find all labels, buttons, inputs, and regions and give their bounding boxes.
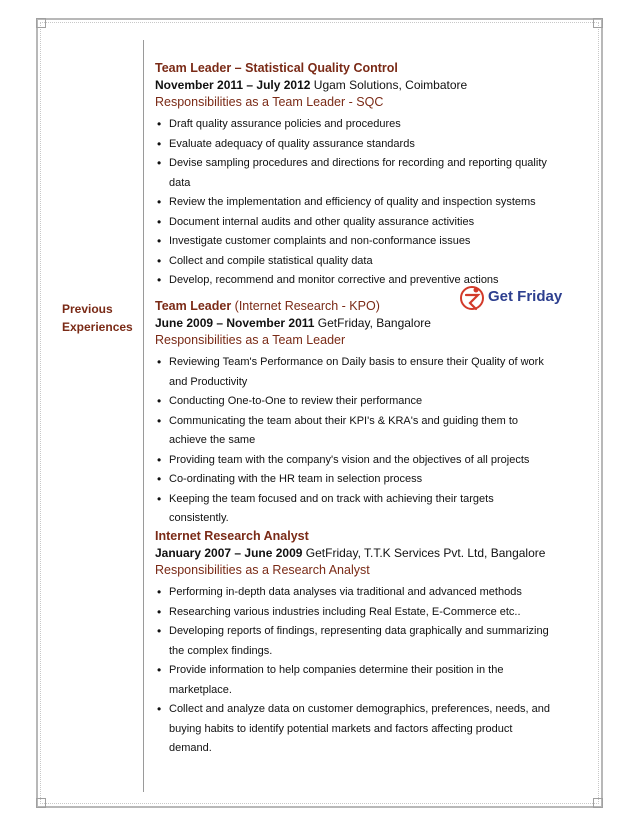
responsibilities-heading: Responsibilities as a Team Leader - SQC [155, 95, 384, 109]
job-title: Team Leader – Statistical Quality Control [155, 61, 398, 75]
list-item: • Performing in-depth data analyses via traditional and advanced methods [155, 583, 555, 603]
corner-ornament [36, 798, 46, 808]
list-item: • Developing reports of findings, representing data graphically and summarizing the complex findings. [155, 622, 555, 661]
list-item: • Collect and analyze data on customer demographics, preferences, needs, and buying habits to identify potential markets and factors affecting product demand. [155, 700, 555, 759]
list-item: • Reviewing Team's Performance on Daily basis to ensure their Quality of work and Productivity [155, 353, 555, 392]
job-period: January 2007 – June 2009 GetFriday, T.T.K Services Pvt. Ltd, Bangalore [155, 546, 546, 560]
list-item: • Keeping the team focused and on track with achieving their targets consistently. [155, 490, 555, 529]
list-item: • Communicating the team about their KPI's & KRA's and guiding them to achieve the same [155, 412, 555, 451]
logo-text: Get Friday [488, 288, 563, 305]
list-item: • Review the implementation and efficiency of quality and inspection systems [155, 193, 555, 213]
list-item: • Co-ordinating with the HR team in selection process [155, 470, 555, 490]
list-item: • Devise sampling procedures and directions for recording and reporting quality data [155, 154, 555, 193]
list-item: • Investigate customer complaints and non-conformance issues [155, 232, 555, 252]
corner-ornament [36, 18, 46, 28]
corner-ornament [593, 798, 603, 808]
list-item: • Collect and compile statistical quality data [155, 252, 555, 272]
list-item: • Researching various industries including Real Estate, E-Commerce etc.. [155, 603, 555, 623]
list-item: • Evaluate adequacy of quality assurance standards [155, 135, 555, 155]
job-entry-sqc [155, 60, 555, 291]
job-period: June 2009 – November 2011 GetFriday, Bangalore [155, 316, 431, 330]
responsibilities-heading: Responsibilities as a Research Analyst [155, 563, 370, 577]
list-item: • Providing team with the company's vision and the objectives of all projects [155, 451, 555, 471]
job-period: November 2011 – July 2012 Ugam Solutions, Coimbatore [155, 78, 468, 92]
list-item: • Document internal audits and other quality assurance activities [155, 213, 555, 233]
job-entry-team-leader [155, 298, 555, 529]
job-entry-research-analyst [155, 528, 555, 759]
list-item: • Conducting One-to-One to review their performance [155, 392, 555, 412]
corner-ornament [593, 18, 603, 28]
job-title: Internet Research Analyst [155, 529, 309, 543]
section-divider [143, 40, 144, 792]
job-title: Team Leader (Internet Research - KPO) [155, 299, 380, 313]
responsibility-list [155, 353, 555, 529]
responsibility-list [155, 115, 555, 291]
section-label: Previous Experiences [62, 302, 133, 334]
list-item: • Draft quality assurance policies and procedures [155, 115, 555, 135]
responsibilities-heading: Responsibilities as a Team Leader [155, 333, 346, 347]
list-item: • Provide information to help companies determine their position in the marketplace. [155, 661, 555, 700]
list-item: • Develop, recommend and monitor corrective and preventive actions [155, 271, 555, 291]
responsibility-list [155, 583, 555, 759]
